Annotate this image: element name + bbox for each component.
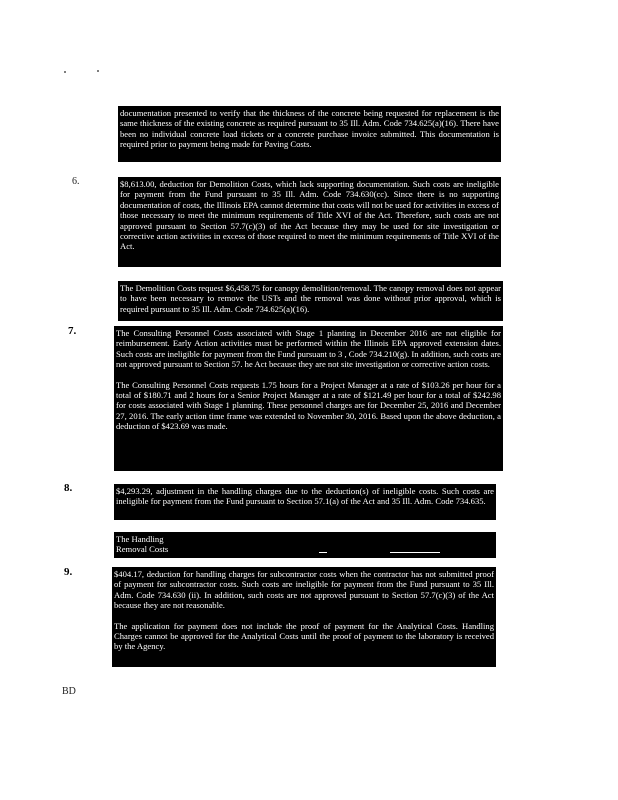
paragraph-text: The Consulting Personnel Costs associated with Stage 1 planting in December 2016 are not eligible for reimbursement. Early Action activities must be performed within the Illinois EPA approved extension dates. Such costs are ineligible for payment from the Fund pursuant to 3 , Code 734.210(g). In addition, such costs are not approved pursuant to Section 57. he Act because they are not site investigation or corrective action costs. [116, 328, 501, 370]
redacted-paragraph-canopy-demolition [118, 281, 503, 321]
redacted-paragraph-demolition-deduction [118, 177, 501, 267]
item-marker-8: 8. [64, 482, 73, 494]
paragraph-text: The Handling Removal Costs [116, 534, 169, 555]
paragraph-text: $8,613.00, deduction for Demolition Costs, which lack supporting documentation. Such costs are ineligible for payment from the Fund pursuant to 35 Ill. Adm. Code 734.630(cc). Since there is no supporting documentation of costs, the Illinois EPA cannot determine that costs will not be used for activities in excess of those necessary to meet the minimum requirements of Title XVI of the Act. Therefore, such costs are not approved pursuant to Section 57.7(c)(3) of the Act because they may be used for site investigation or corrective action activities in excess of those required to meet the minimum requirements of Title XVI of the Act. [120, 179, 499, 252]
redacted-paragraph-paving [118, 106, 501, 162]
paragraph-text: The application for payment does not include the proof of payment for the Analytical Costs. Handling Charges cannot be approved for the Analytical Costs until the proof of payment to the laboratory is received by the Agency. [114, 620, 494, 652]
item-marker-9: 9. [64, 566, 73, 578]
faint-line [319, 552, 327, 553]
item-marker-7: 7. [68, 325, 77, 337]
paragraph-text: The Consulting Personnel Costs requests 1.75 hours for a Project Manager at a rate of $103.26 per hour for a total of $180.71 and 2 hours for a Senior Project Manager at a rate of $121.49 per hour for a total of $242.98 for costs associated with Stage 1 planning. These personnel charges are for December 25, 2016 and December 27, 2016. The early action time frame was extended to November 30, 2016. Based upon the above deduction, a deduction of $423.69 was made. [116, 379, 501, 432]
scan-speck [97, 70, 99, 72]
paragraph-text: documentation presented to verify that the thickness of the concrete being requested for replacement is the same thickness of the existing concrete as required pursuant to 35 Ill. Adm. Code 734.625(a)(16). There have been no individual concrete load tickets or a concrete purchase invoice submitted. This documentation is required prior to payment being made for Paving Costs. [120, 108, 499, 150]
item-marker-6: 6. [72, 176, 80, 187]
redacted-paragraph-handling-adjustment [114, 484, 496, 520]
redacted-paragraph-subcontractor-handling [112, 567, 496, 667]
footer-initials: BD [62, 686, 76, 697]
redacted-paragraph-consulting-personnel [114, 326, 503, 471]
paragraph-text: $404.17, deduction for handling charges for subcontractor costs when the contractor has not submitted proof of payment for subcontractor costs. Such costs are ineligible for payment from the Fund pursuant to 35 Ill. Adm. Code 734.630 (ii). In addition, such costs are not approved pursuant to Section 57.7(c)(3) of the Act because they are not reasonable. [114, 569, 494, 611]
paragraph-text: The Demolition Costs request $6,458.75 for canopy demolition/removal. The canopy removal does not appear to have been necessary to remove the USTs and the removal was done without prior approval, which is required pursuant to 35 Ill. Adm. Code 734.625(a)(16). [120, 283, 501, 314]
redacted-paragraph-handling-removal [114, 532, 496, 558]
faint-line [390, 552, 440, 553]
scan-speck [64, 71, 66, 73]
paragraph-text: $4,293.29, adjustment in the handling charges due to the deduction(s) of ineligible costs. Such costs are ineligible for payment from the Fund pursuant to Section 57.1(a) of the Act and 35 Ill. Adm. Code 734.635. [116, 486, 494, 507]
